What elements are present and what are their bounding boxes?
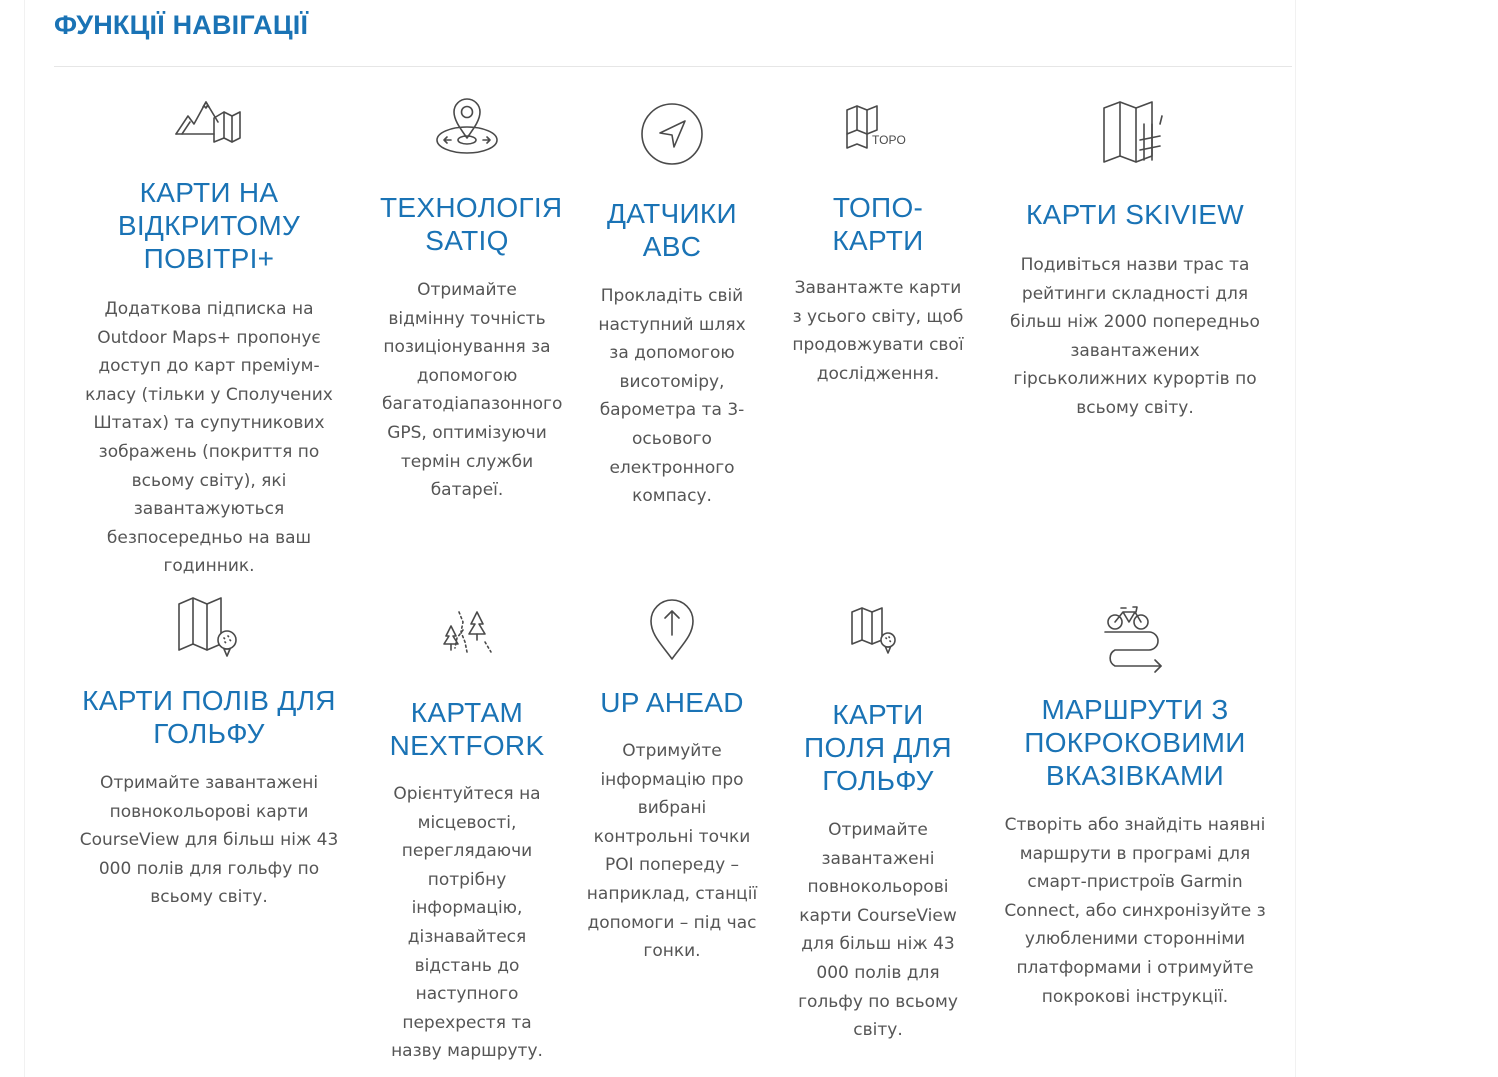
up-arrow-pin-icon: [648, 597, 696, 663]
golf-course-map-icon: [850, 606, 906, 658]
mountain-map-icon: [174, 94, 244, 146]
feature-description: Отримайте відмінну точність позиціонування за допомогою багатодіапазонного GPS, оптимізуючи термін служби батареї.: [382, 280, 563, 501]
feature-description: Отримайте завантажені повнокольорові карти CourseView для більш ніж 43 000 полів для гольфу по всьому світу.: [79, 773, 339, 908]
section-divider: [54, 66, 1292, 67]
feature-title: КАРТИ SKIVIEW: [1025, 199, 1244, 230]
compass-arrow-icon: [639, 101, 705, 167]
feature-description: Отримайте завантажені повнокольорові карти CourseView для більш ніж 43 000 полів для гольфу по всьому світу.: [798, 820, 958, 1041]
trail-trees-icon: [437, 608, 497, 654]
feature-description: Орієнтуйтеся на місцевості, переглядаючи потрібну інформацію, дізнавайтеся відстань до наступного перехрестя та назву маршруту.: [391, 784, 543, 1062]
section-title: ФУНКЦІЇ НАВІГАЦІЇ: [54, 10, 309, 40]
feature-description: Прокладіть свій наступний шлях за допомогою висотоміру, барометра та 3-осьового електронного компасу.: [598, 286, 746, 507]
topo-map-icon: [843, 104, 913, 154]
feature-description: Отримуйте інформацію про вибрані контрольні точки POI попереду – наприклад, станції допомоги – під час гонки.: [586, 741, 758, 962]
feature-description: Додаткова підписка на Outdoor Maps+ пропонує доступ до карт преміум-класу (тільки у Сполучених Штатах) та супутникових зображень (покриття по всьому світу), які завантажуються безпосередньо на ваш годинник.: [85, 299, 333, 577]
feature-title: ТЕХНОЛОГІЯ SATIQ: [380, 192, 563, 256]
feature-title: ТОПО-КАРТИ: [832, 192, 924, 256]
feature-description: Подивіться назви трас та рейтинги складності для більш ніж 2000 попередньо завантажених гірськолижних курортів по всьому світу.: [1010, 255, 1260, 418]
location-pin-icon: [434, 94, 500, 158]
feature-description: Завантажте карти з усього світу, щоб продовжувати свої дослідження.: [792, 278, 964, 384]
feature-description: Створіть або знайдіть наявні маршрути в програмі для смарт-пристроїв Garmin Connect, або синхронізуйте з улюбленими сторонніми платформами і отримуйте покрокові інструкції.: [1004, 815, 1266, 1007]
feature-title: КАРТИ НА ВІДКРИТОМУ ПОВІТРІ+: [117, 177, 301, 274]
feature-title: UP AHEAD: [600, 687, 744, 718]
ski-map-icon: [1100, 100, 1170, 168]
feature-title: ДАТЧИКИ ABC: [607, 198, 737, 262]
feature-title: КАРТАМ NEXTFORK: [389, 697, 545, 761]
feature-title: МАРШРУТИ З ПОКРОКОВИМИ ВКАЗІВКАМИ: [1024, 694, 1246, 791]
golf-map-icon: [177, 596, 241, 662]
feature-title: КАРТИ ПОЛІВ ДЛЯ ГОЛЬФУ: [82, 685, 336, 749]
topo-label: TOPO: [872, 133, 906, 147]
bike-route-icon: [1103, 602, 1167, 670]
feature-title: КАРТИ ПОЛЯ ДЛЯ ГОЛЬФУ: [804, 699, 952, 796]
